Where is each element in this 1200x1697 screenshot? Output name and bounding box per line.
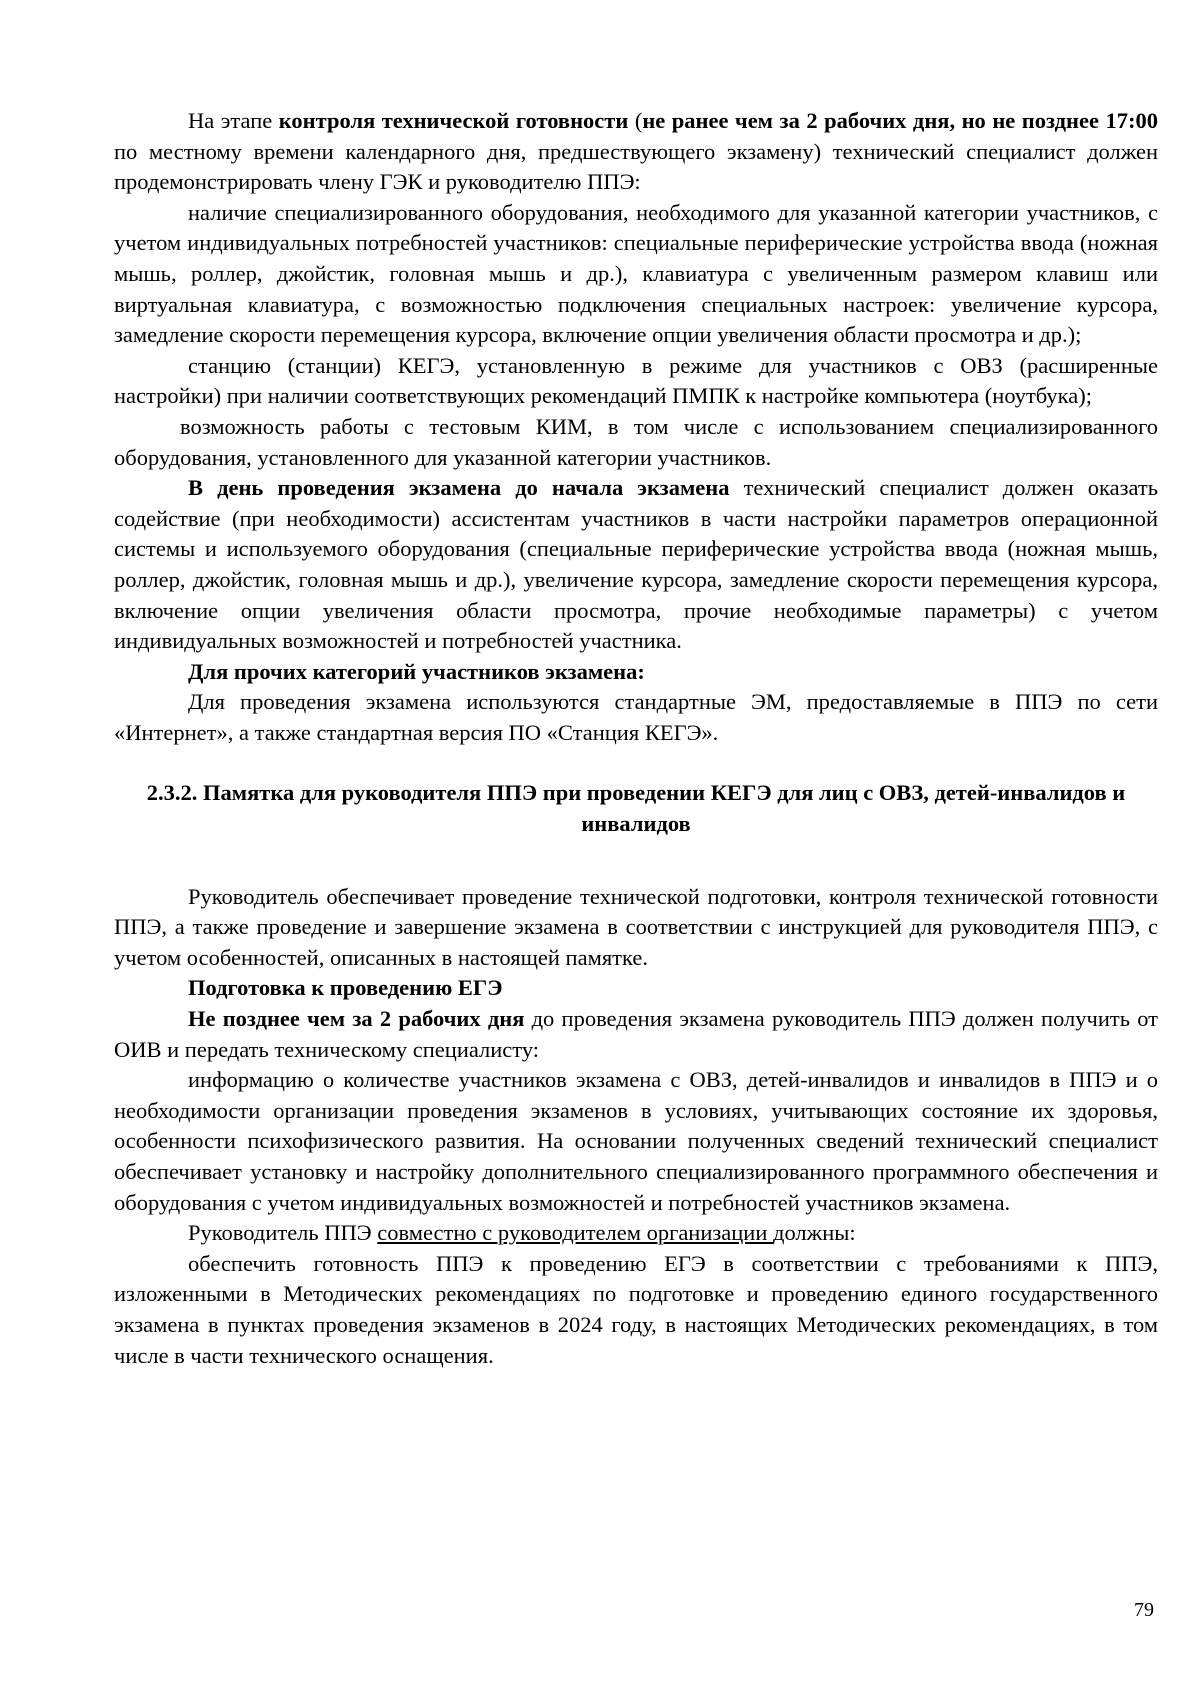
bold-phrase: Не позднее чем за 2 рабочих дня: [188, 1006, 525, 1032]
bold-phrase: В день проведения экзамена до начала экзамена: [188, 475, 730, 501]
document-body: [114, 106, 1158, 1371]
spacer: [114, 840, 1158, 882]
paragraph-other-categories-heading: Для прочих категорий участников экзамена:: [188, 658, 645, 684]
paragraph-technical-readiness: На этапе контроля технической готовности (не ранее чем за 2 рабочих дня, но не позднее 17:00 по местному времени календарного дня, предшествующего экзамену) технический специалист должен продемонстрировать члену ГЭК и руководителю ППЭ:: [114, 108, 1158, 195]
paragraph-standard-em: Для проведения экзамена используются стандартные ЭМ, предоставляемые в ППЭ по сети «Интернет», а также стандартная версия ПО «Станция КЕГЭ».: [114, 689, 1158, 745]
page-number: 79: [1134, 1599, 1154, 1621]
paragraph-joint-duties: Руководитель ППЭ совместно с руководителем организации должны:: [188, 1220, 856, 1246]
underlined-phrase: совместно с руководителем организации: [377, 1220, 774, 1246]
paragraph-equipment: наличие специализированного оборудования, необходимого для указанной категории участников, с учетом индивидуальных потребностей участников: специальные периферические устройства ввода (ножная мышь, роллер, джойстик, головная мышь и др.), клавиатура с увеличенным размером клавиш или виртуальная клавиатура, с возможностью подключения специальных настроек: увеличение курсора, замедление скорости перемещения курсора, включение опции увеличения области просмотра и др.);: [114, 199, 1158, 348]
paragraph-deadline: Не позднее чем за 2 рабочих дня до проведения экзамена руководитель ППЭ должен получить от ОИВ и передать техническому специалисту:: [114, 1006, 1158, 1062]
section-heading: 2.3.2. Памятка для руководителя ППЭ при проведении КЕГЭ для лиц с ОВЗ, детей-инвалидов и инвалидов: [146, 780, 1126, 837]
paragraph-station: станцию (станции) КЕГЭ, установленную в режиме для участников с ОВЗ (расширенные настройки) при наличии соответствующих рекомендаций ПМПК к настройке компьютера (ноутбука);: [114, 352, 1158, 409]
paragraph-exam-day: В день проведения экзамена до начала экзамена технический специалист должен оказать содействие (при необходимости) ассистентам участников в части настройки параметров операционной системы и используемого оборудования (специальные периферические устройства ввода (ножная мышь, роллер, джойстик, головная мышь и др.), увеличение курсора, замедление скорости перемещения курсора, включение опции увеличения области просмотра, прочие необходимые параметры) с учетом индивидуальных возможностей и потребностей участника.: [114, 475, 1158, 654]
paragraph-readiness-requirements: обеспечить готовность ППЭ к проведению ЕГЭ в соответствии с требованиями к ППЭ, изложенными в Методических рекомендациях по подготовке и проведению единого государственного экзамена в пунктах проведения экзаменов в 2024 году, в настоящих Методических рекомендациях, в том числе в части технического оснащения.: [114, 1250, 1158, 1368]
paragraph-head-responsibilities: Руководитель обеспечивает проведение технической подготовки, контроля технической готовности ППЭ, а также проведение и завершение экзамена в соответствии с инструкцией для руководителя ППЭ, с учетом особенностей, описанных в настоящей памятке.: [114, 883, 1158, 970]
paragraph-test-kim: возможность работы с тестовым КИМ, в том числе с использованием специализированного оборудования, установленного для указанной категории участников.: [114, 413, 1158, 470]
paragraph-preparation-heading: Подготовка к проведению ЕГЭ: [188, 975, 503, 1001]
bold-phrase: не ранее чем за 2 рабочих дня, но не позднее 17:00: [642, 108, 1158, 133]
bold-phrase: контроля технической готовности: [278, 108, 629, 133]
paragraph-participant-info: информацию о количестве участников экзамена с ОВЗ, детей-инвалидов и инвалидов в ППЭ и о необходимости организации проведения экзаменов в условиях, учитывающих состояние их здоровья, особенности психофизического развития. На основании полученных сведений технический специалист обеспечивает установку и настройку дополнительного специализированного программного обеспечения и оборудования с учетом индивидуальных возможностей и потребностей участников экзамена.: [114, 1067, 1158, 1215]
